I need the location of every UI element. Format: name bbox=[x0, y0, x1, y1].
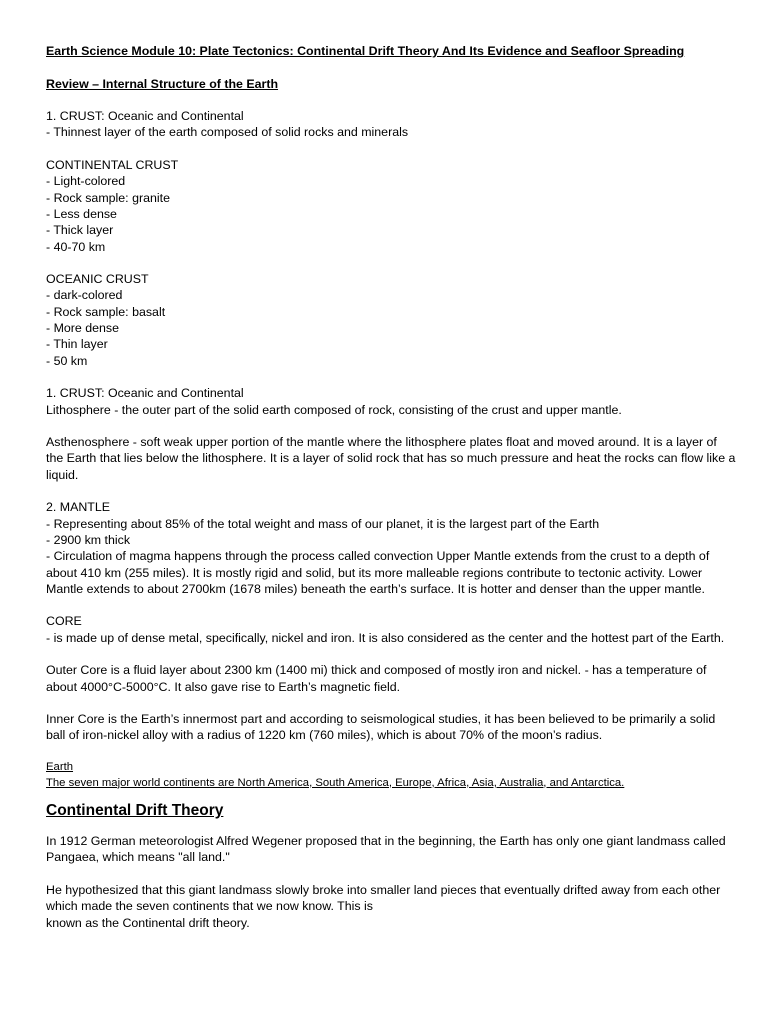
continental-item: - 40-70 km bbox=[46, 239, 106, 254]
earth-heading: Earth bbox=[46, 761, 74, 774]
crust-heading-repeat: 1. CRUST: Oceanic and Continental bbox=[46, 386, 244, 401]
mantle-heading: 2. MANTLE bbox=[46, 500, 111, 515]
document-title: Earth Science Module 10: Plate Tectonics: Continental Drift Theory And Its Evidence and Seafloor Spreading bbox=[46, 44, 685, 58]
continental-item: - Less dense bbox=[46, 206, 117, 221]
outer-core-paragraph: Outer Core is a fluid layer about 2300 km (1400 mi) thick and composed of mostly iron and nickel. - has a temperature of about 4000°C-5000°C. It also gave rise to Earth’s magnetic field. bbox=[46, 663, 707, 694]
mantle-item: - Circulation of magma happens through the process called convection Upper Mantle extends from the crust to a depth of about 410 km (255 miles). It is mostly rigid and solid, but its more malleable regions contribute to tectonic activity. Lower Mantle extends to about 2700km (1678 miles) beneath the earth’s surface. It is hotter and denser than the upper mantle. bbox=[46, 549, 710, 596]
wegener-paragraph: In 1912 German meteorologist Alfred Wegener proposed that in the beginning, the Earth has only one giant landmass called Pangaea, which means "all land." bbox=[46, 834, 726, 865]
hypothesis-paragraph: He hypothesized that this giant landmass slowly broke into smaller land pieces that eventually drifted away from each other which made the seven continents that we now know. This is bbox=[46, 882, 721, 914]
oceanic-item: - More dense bbox=[46, 321, 120, 336]
inner-core-paragraph: Inner Core is the Earth’s innermost part and according to seismological studies, it has been believed to be primarily a solid ball of iron-nickel alloy with a radius of 1220 km (760 miles), which is about 70% of the moon’s radius. bbox=[46, 712, 716, 743]
oceanic-item: - dark-colored bbox=[46, 288, 123, 303]
crust-description: - Thinnest layer of the earth composed of solid rocks and minerals bbox=[46, 125, 409, 140]
core-heading: CORE bbox=[46, 614, 82, 629]
hypothesis-paragraph-end: known as the Continental drift theory. bbox=[46, 915, 250, 930]
lithosphere-definition: Lithosphere - the outer part of the solid earth composed of rock, consisting of the crust and upper mantle. bbox=[46, 402, 622, 417]
crust-heading: 1. CRUST: Oceanic and Continental bbox=[46, 109, 244, 124]
document-body bbox=[46, 43, 736, 931]
core-description: - is made up of dense metal, specifically, nickel and iron. It is also considered as the center and the hottest part of the Earth. bbox=[46, 630, 725, 645]
oceanic-item: - Rock sample: basalt bbox=[46, 304, 166, 319]
oceanic-crust-heading: OCEANIC CRUST bbox=[46, 272, 149, 287]
oceanic-item: - Thin layer bbox=[46, 337, 108, 352]
continents-sentence: The seven major world continents are North America, South America, Europe, Africa, Asia, Australia, and Antarctica. bbox=[46, 776, 625, 789]
continental-drift-heading: Continental Drift Theory bbox=[46, 802, 224, 820]
continental-item: - Thick layer bbox=[46, 223, 114, 238]
asthenosphere-definition: Asthenosphere - soft weak upper portion of the mantle where the lithosphere plates float and moved around. It is a layer of the Earth that lies below the lithosphere. It is a layer of solid rock that has so much pressure and heat the rocks can flow like a liquid. bbox=[46, 435, 736, 482]
oceanic-item: - 50 km bbox=[46, 353, 88, 368]
mantle-item: - Representing about 85% of the total weight and mass of our planet, it is the largest part of the Earth bbox=[46, 516, 600, 531]
continental-item: - Light-colored bbox=[46, 174, 126, 189]
continental-crust-heading: CONTINENTAL CRUST bbox=[46, 158, 179, 173]
continental-item: - Rock sample: granite bbox=[46, 190, 170, 205]
review-heading: Review – Internal Structure of the Earth bbox=[46, 76, 279, 91]
mantle-item: - 2900 km thick bbox=[46, 532, 131, 547]
